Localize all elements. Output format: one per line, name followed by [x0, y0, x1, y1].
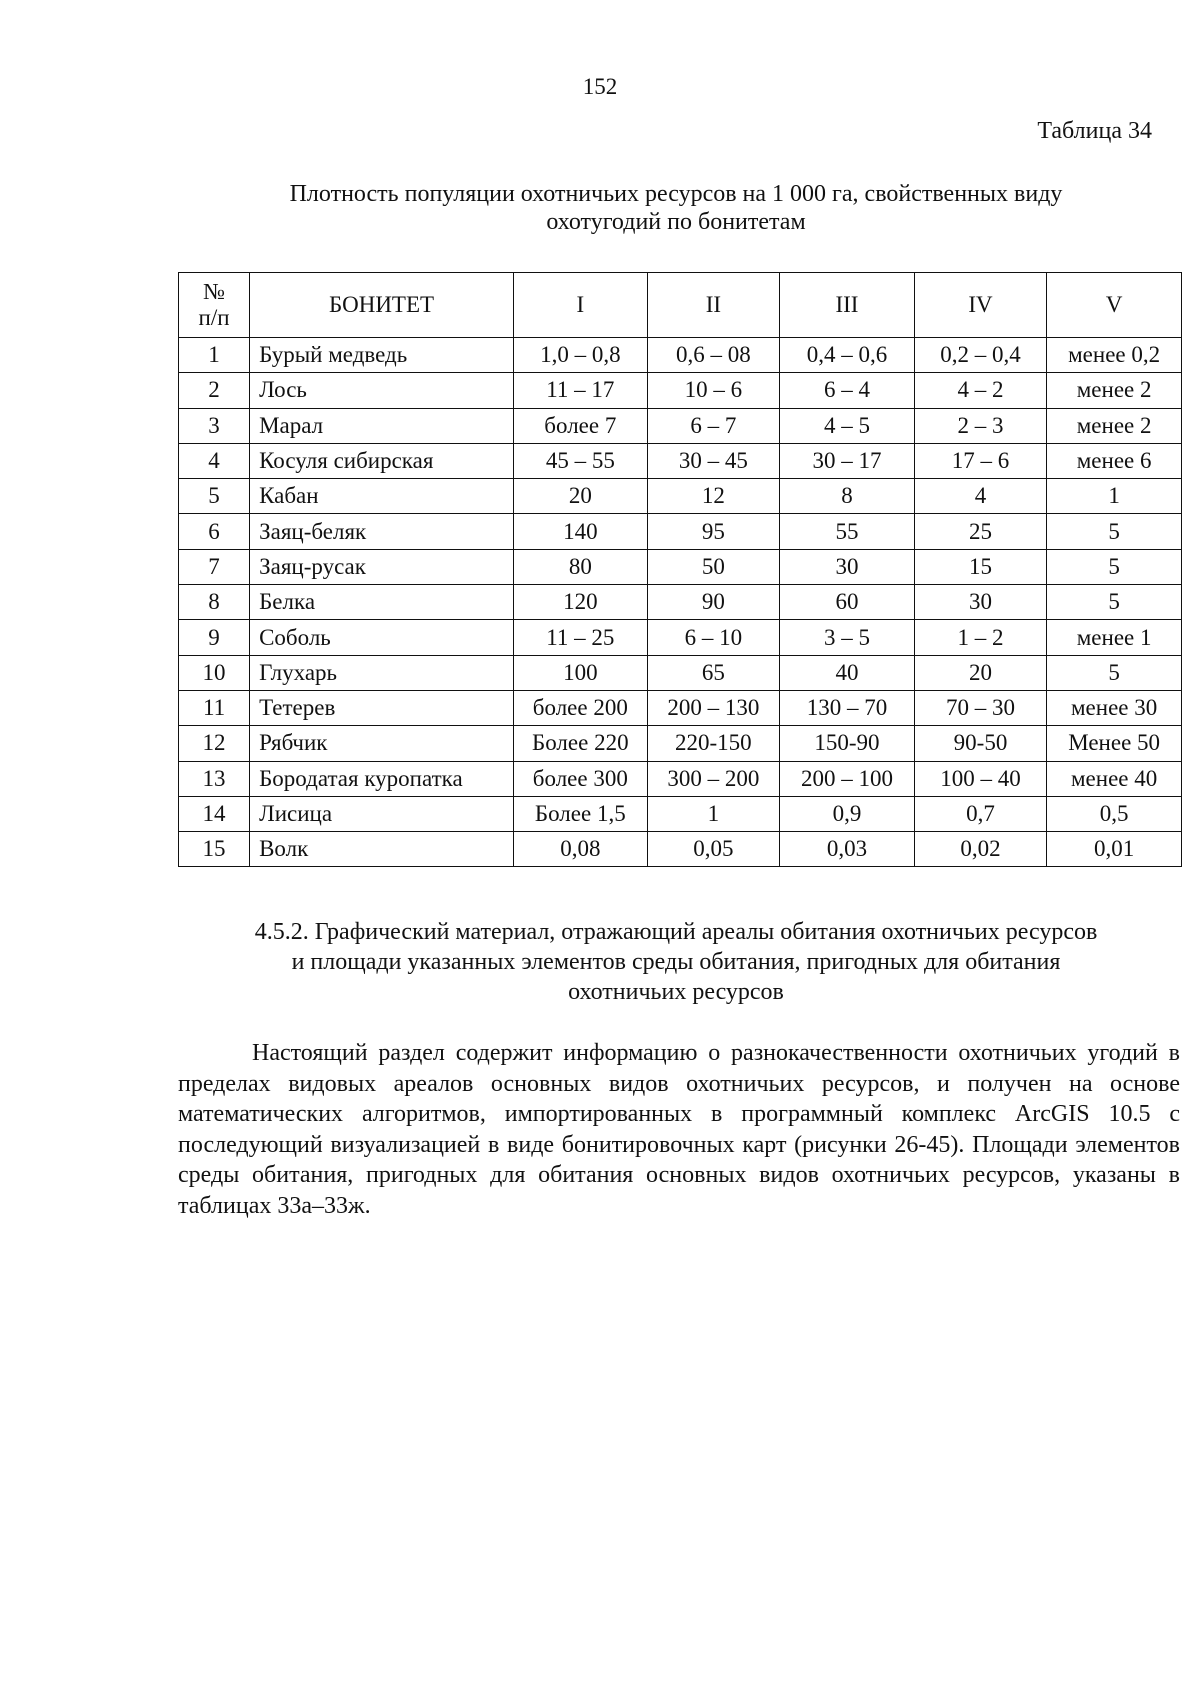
value-class-4: 2 – 3 [914, 408, 1047, 443]
species-name: Тетерев [250, 690, 514, 725]
header-class-1: I [514, 273, 648, 338]
row-number: 7 [179, 549, 250, 584]
row-number: 11 [179, 690, 250, 725]
species-name: Глухарь [250, 655, 514, 690]
value-class-5: менее 40 [1047, 761, 1182, 796]
header-number-sign: № [203, 279, 226, 304]
row-number: 12 [179, 726, 250, 761]
row-number: 14 [179, 796, 250, 831]
value-class-2: 30 – 45 [647, 443, 780, 478]
value-class-3: 0,03 [780, 832, 915, 867]
value-class-2: 220-150 [647, 726, 780, 761]
species-name: Бородатая куропатка [250, 761, 514, 796]
table-row [179, 373, 1182, 408]
value-class-1: 1,0 – 0,8 [514, 338, 648, 373]
value-class-1: 0,08 [514, 832, 648, 867]
row-number: 8 [179, 585, 250, 620]
value-class-1: 45 – 55 [514, 443, 648, 478]
value-class-5: менее 2 [1047, 373, 1182, 408]
value-class-3: 150-90 [780, 726, 915, 761]
value-class-3: 0,9 [780, 796, 915, 831]
section-heading [176, 917, 1176, 1007]
species-name: Бурый медведь [250, 338, 514, 373]
value-class-2: 95 [647, 514, 780, 549]
table-header-row [179, 273, 1182, 338]
row-number: 4 [179, 443, 250, 478]
value-class-4: 90-50 [914, 726, 1047, 761]
header-number-abbr: п/п [198, 305, 230, 330]
species-name: Кабан [250, 479, 514, 514]
value-class-2: 65 [647, 655, 780, 690]
value-class-1: 11 – 25 [514, 620, 648, 655]
species-name: Косуля сибирская [250, 443, 514, 478]
value-class-5: Менее 50 [1047, 726, 1182, 761]
value-class-4: 4 [914, 479, 1047, 514]
value-class-1: более 7 [514, 408, 648, 443]
value-class-4: 25 [914, 514, 1047, 549]
value-class-1: 140 [514, 514, 648, 549]
value-class-2: 12 [647, 479, 780, 514]
value-class-3: 4 – 5 [780, 408, 915, 443]
value-class-2: 0,05 [647, 832, 780, 867]
table-row [179, 514, 1182, 549]
value-class-3: 6 – 4 [780, 373, 915, 408]
value-class-1: Более 1,5 [514, 796, 648, 831]
value-class-1: Более 220 [514, 726, 648, 761]
value-class-1: 120 [514, 585, 648, 620]
section-heading-line-2: и площади указанных элементов среды обитания, пригодных для обитания [291, 949, 1061, 975]
row-number: 6 [179, 514, 250, 549]
value-class-5: менее 1 [1047, 620, 1182, 655]
species-name: Лисица [250, 796, 514, 831]
table-row [179, 443, 1182, 478]
value-class-2: 50 [647, 549, 780, 584]
section-heading-line-1: 4.5.2. Графический материал, отражающий ареалы обитания охотничьих ресурсов [254, 919, 1098, 945]
value-class-5: менее 6 [1047, 443, 1182, 478]
value-class-4: 0,02 [914, 832, 1047, 867]
value-class-5: менее 2 [1047, 408, 1182, 443]
value-class-1: 20 [514, 479, 648, 514]
table-row [179, 620, 1182, 655]
species-name: Лось [250, 373, 514, 408]
value-class-4: 30 [914, 585, 1047, 620]
value-class-2: 200 – 130 [647, 690, 780, 725]
table-row [179, 796, 1182, 831]
value-class-2: 10 – 6 [647, 373, 780, 408]
value-class-2: 300 – 200 [647, 761, 780, 796]
value-class-4: 20 [914, 655, 1047, 690]
value-class-5: 5 [1047, 549, 1182, 584]
header-class-5: V [1047, 273, 1182, 338]
header-number [179, 273, 250, 338]
species-name: Заяц-беляк [250, 514, 514, 549]
value-class-2: 0,6 – 08 [647, 338, 780, 373]
value-class-4: 4 – 2 [914, 373, 1047, 408]
table-row [179, 479, 1182, 514]
section-paragraph: Настоящий раздел содержит информацию о разнокачественности охотничьих угодий в пределах видовых ареалов основных видов охотничьих ресурсов, и получен на основе математических алгоритмов, импортированных в программный комплекс ArcGIS 10.5 с последующий визуализацией в виде бонитировочных карт (рисунки 26-45). Площади элементов среды обитания, пригодных для обитания основных видов охотничьих ресурсов, указаны в таблицах 33а–33ж. [178, 1040, 1180, 1219]
value-class-4: 70 – 30 [914, 690, 1047, 725]
value-class-4: 0,2 – 0,4 [914, 338, 1047, 373]
value-class-5: 0,5 [1047, 796, 1182, 831]
value-class-1: более 200 [514, 690, 648, 725]
row-number: 1 [179, 338, 250, 373]
value-class-3: 30 [780, 549, 915, 584]
species-name: Волк [250, 832, 514, 867]
table-row [179, 585, 1182, 620]
value-class-1: 11 – 17 [514, 373, 648, 408]
value-class-4: 1 – 2 [914, 620, 1047, 655]
value-class-5: 1 [1047, 479, 1182, 514]
value-class-2: 6 – 7 [647, 408, 780, 443]
value-class-3: 8 [780, 479, 915, 514]
value-class-3: 40 [780, 655, 915, 690]
header-class-2: II [647, 273, 780, 338]
value-class-5: 5 [1047, 655, 1182, 690]
value-class-3: 55 [780, 514, 915, 549]
table-title-line-1: Плотность популяции охотничьих ресурсов на 1 000 га, свойственных виду [289, 181, 1063, 207]
value-class-5: 5 [1047, 585, 1182, 620]
table-row [179, 655, 1182, 690]
value-class-1: более 300 [514, 761, 648, 796]
population-density-table [178, 272, 1182, 867]
table-body [179, 338, 1182, 867]
row-number: 5 [179, 479, 250, 514]
value-class-4: 17 – 6 [914, 443, 1047, 478]
table-row [179, 338, 1182, 373]
value-class-5: 5 [1047, 514, 1182, 549]
row-number: 2 [179, 373, 250, 408]
species-name: Рябчик [250, 726, 514, 761]
species-name: Белка [250, 585, 514, 620]
value-class-1: 80 [514, 549, 648, 584]
value-class-2: 90 [647, 585, 780, 620]
table-label: Таблица 34 [1037, 118, 1152, 144]
section-heading-line-3: охотничьих ресурсов [568, 979, 784, 1005]
value-class-3: 0,4 – 0,6 [780, 338, 915, 373]
header-class-3: III [780, 273, 915, 338]
value-class-1: 100 [514, 655, 648, 690]
table-row [179, 832, 1182, 867]
table-row [179, 726, 1182, 761]
value-class-5: менее 0,2 [1047, 338, 1182, 373]
table-title [176, 180, 1176, 236]
value-class-3: 200 – 100 [780, 761, 915, 796]
value-class-3: 30 – 17 [780, 443, 915, 478]
row-number: 10 [179, 655, 250, 690]
species-name: Соболь [250, 620, 514, 655]
value-class-4: 100 – 40 [914, 761, 1047, 796]
value-class-5: менее 30 [1047, 690, 1182, 725]
value-class-5: 0,01 [1047, 832, 1182, 867]
table-title-line-2: охотугодий по бонитетам [546, 209, 806, 235]
header-bonitet: БОНИТЕТ [250, 273, 514, 338]
row-number: 9 [179, 620, 250, 655]
species-name: Марал [250, 408, 514, 443]
table-row [179, 761, 1182, 796]
row-number: 3 [179, 408, 250, 443]
row-number: 13 [179, 761, 250, 796]
table-row [179, 690, 1182, 725]
value-class-3: 60 [780, 585, 915, 620]
value-class-3: 130 – 70 [780, 690, 915, 725]
row-number: 15 [179, 832, 250, 867]
table-row [179, 549, 1182, 584]
value-class-4: 15 [914, 549, 1047, 584]
value-class-4: 0,7 [914, 796, 1047, 831]
value-class-2: 1 [647, 796, 780, 831]
table-row [179, 408, 1182, 443]
value-class-2: 6 – 10 [647, 620, 780, 655]
header-class-4: IV [914, 273, 1047, 338]
species-name: Заяц-русак [250, 549, 514, 584]
value-class-3: 3 – 5 [780, 620, 915, 655]
page-number: 152 [582, 74, 618, 99]
